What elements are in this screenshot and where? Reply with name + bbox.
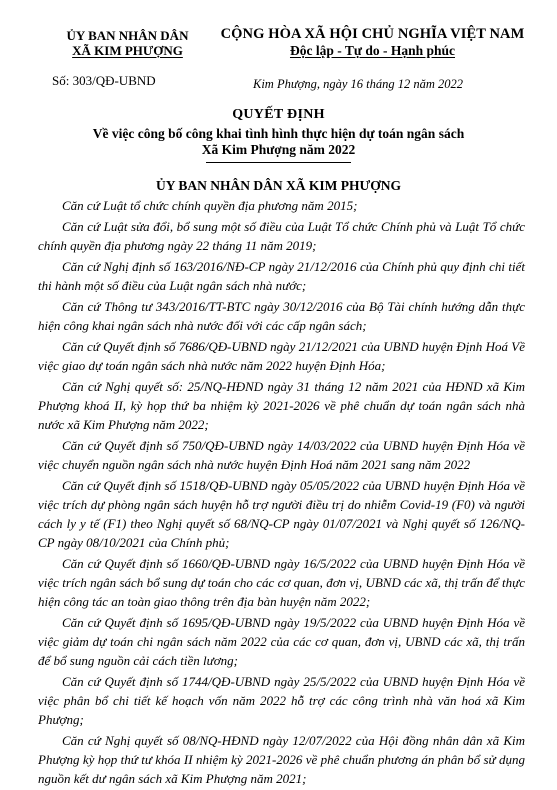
subject-line-2: Xã Kim Phượng năm 2022 xyxy=(201,142,356,157)
legal-basis-paragraph: Căn cứ Quyết định số 750/QĐ-UBND ngày 14/03/2022 của UBND huyện Định Hóa về việc chuyển nguồn ngân sách nhà nước huyện Định Hoá năm 2021 sang năm 2022 xyxy=(38,438,525,472)
issuer-heading: ỦY BAN NHÂN DÂN XÃ KIM PHƯỢNG xyxy=(156,178,401,193)
nation-name: CỘNG HÒA XÃ HỘI CHỦ NGHĨA VIỆT NAM xyxy=(220,26,525,42)
legal-basis-paragraph: Căn cứ Thông tư 343/2016/TT-BTC ngày 30/12/2016 của Bộ Tài chính hướng dẫn thực hiện công khai ngân sách nhà nước đối với các cấp ngân sách; xyxy=(38,299,525,333)
legal-basis-paragraph: Căn cứ Quyết định số 1744/QĐ-UBND ngày 25/5/2022 của UBND huyện Định Hóa về việc phân bổ chi tiết kế hoạch vốn năm 2022 hỗ trợ các công trình nhà văn hoá xã Kim Phượng; xyxy=(38,674,525,727)
legal-basis-paragraph: Căn cứ Quyết định số 1660/QĐ-UBND ngày 16/5/2022 của UBND huyện Định Hóa về việc trích ngân sách bổ sung dự toán cho các cơ quan, đơn vị, UBND các xã, thị trấn để thực hiện công tác an toàn giao thông trên địa bàn huyện năm 2022; xyxy=(38,556,525,609)
date-line: Kim Phượng, ngày 16 tháng 12 năm 2022 xyxy=(253,77,464,91)
legal-basis-paragraph: Căn cứ Nghị quyết số: 25/NQ-HĐND ngày 31 tháng 12 năm 2021 của HĐND xã Kim Phượng khoá II, kỳ họp thứ ba nhiệm kỳ 2021-2026 về phê chuẩn dự toán ngân sách nhà nước xã Kim Phượng năm 2022; xyxy=(38,379,525,432)
legal-basis-paragraph: Căn cứ Quyết định số 1695/QĐ-UBND ngày 19/5/2022 của UBND huyện Định Hóa về việc giảm dự toán chi ngân sách năm 2022 của các cơ quan, đơn vị, UBND các xã, thị trấn để bổ sung nguồn cải cách tiền lương; xyxy=(38,615,525,668)
issuing-org xyxy=(40,28,215,58)
document-title: QUYẾT ĐỊNH xyxy=(232,107,325,122)
title-divider xyxy=(206,162,351,163)
document-body xyxy=(38,196,525,790)
legal-basis-paragraph: Căn cứ Quyết định số 7686/QĐ-UBND ngày 21/12/2021 của UBND huyện Định Hoá Về việc giao dự toán ngân sách nhà nước năm 2022 huyện Định Hóa; xyxy=(38,339,525,373)
legal-basis-paragraph: Căn cứ Luật sửa đổi, bổ sung một số điều của Luật Tổ chức Chính phủ và Luật Tổ chức chính quyền địa phương ngày 22 tháng 11 năm 2019; xyxy=(38,219,525,253)
national-motto: Độc lập - Tự do - Hạnh phúc xyxy=(289,43,456,58)
document-subject xyxy=(60,126,497,158)
subject-line-1: Về việc công bố công khai tình hình thực hiện dự toán ngân sách xyxy=(92,126,465,141)
legal-basis-paragraph: Căn cứ Nghị định số 163/2016/NĐ-CP ngày 21/12/2016 của Chính phủ quy định chi tiết thi hành một số điều của Luật ngân sách nhà nước; xyxy=(38,259,525,293)
org-line-2: XÃ KIM PHƯỢNG xyxy=(72,43,183,58)
legal-basis-paragraph: Căn cứ Quyết định số 1518/QĐ-UBND ngày 05/05/2022 của UBND huyện Định Hóa về việc trích dự phòng ngân sách huyện hỗ trợ người điều trị do nhiễm Covid-19 (F0) và người cách ly y tế (F1) theo Nghị quyết số 68/NQ-CP ngày 01/07/2021 và Nghị quyết số 126/NQ-CP ngày 08/10/2021 của Chính phủ; xyxy=(38,478,525,550)
document-number: Số: 303/QĐ-UBND xyxy=(52,73,156,88)
legal-basis-paragraph: Căn cứ Nghị quyết số 08/NQ-HĐND ngày 12/07/2022 của Hội đồng nhân dân xã Kim Phượng kỳ họp thứ tư khóa II nhiệm kỳ 2021-2026 về phê chuẩn phương án phân bổ sử dụng nguồn kết dư ngân sách xã Kim Phượng năm 2021; xyxy=(38,733,525,786)
national-header xyxy=(200,26,545,59)
legal-basis-paragraph: Căn cứ Luật tổ chức chính quyền địa phương năm 2015; xyxy=(62,198,358,213)
org-line-1: ỦY BAN NHÂN DÂN xyxy=(66,28,189,43)
